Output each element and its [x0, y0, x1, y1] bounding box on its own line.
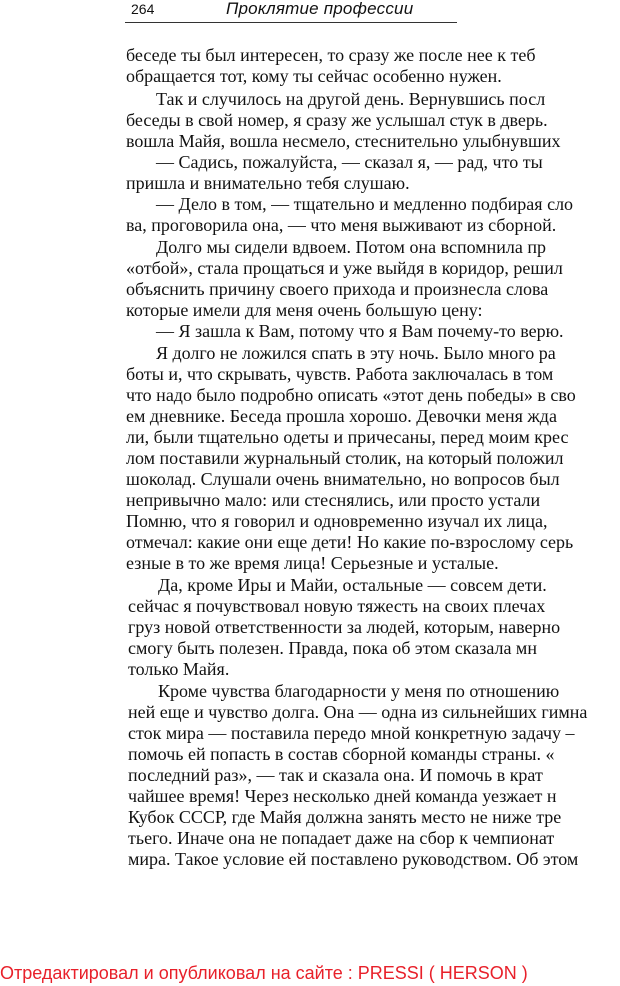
text-line: смогу быть полезен. Правда, пока об этом сказала мн	[128, 638, 537, 658]
text-line: сейчас я почувствовал новую тяжесть на своих плечах	[128, 596, 546, 616]
text-line: что надо было подробно описать «этот день победы» в сво	[126, 385, 576, 405]
text-line: чайшее время! Через несколько дней команда уезжает н	[128, 786, 557, 806]
text-line: езные в то же время лица! Серьезные и усталые.	[126, 553, 499, 573]
text-line: «отбой», стала прощаться и уже выйдя в коридор, решил	[126, 258, 563, 278]
text-line: груз новой ответственности за людей, которым, наверно	[128, 617, 561, 637]
text-line: помочь ей попасть в состав сборной команды страны. «	[128, 744, 555, 764]
text-line: Кубок СССР, где Майя должна занять место не ниже тре	[128, 807, 562, 827]
text-line: вошла Майя, вошла несмело, стеснительно улыбнувших	[126, 131, 561, 151]
text-line: мира. Такое условие ей поставлено руководством. Об этом	[128, 849, 579, 869]
text-line: — Садись, пожалуйста, — сказал я, — рад, что ты	[156, 152, 543, 172]
text-line: ем дневнике. Беседа прошла хорошо. Девочки меня жда	[126, 406, 557, 426]
text-line: шоколад. Слушали очень внимательно, но вопросов был	[126, 469, 560, 489]
text-line: которые имели для меня очень большую цену:	[126, 300, 483, 320]
text-line: только Майя.	[128, 659, 230, 679]
text-line: лом поставили журнальный столик, на который положил	[126, 448, 564, 468]
running-title: Проклятие профессии	[226, 0, 414, 18]
text-line: беседы в свой номер, я сразу же услышал стук в дверь.	[126, 110, 548, 130]
text-line: Так и случилось на другой день. Вернувшись посл	[156, 89, 546, 109]
text-line: Кроме чувства благодарности у меня по отношению	[158, 681, 560, 701]
text-line: отмечал: какие они еще дети! Но какие по-взрослому серь	[126, 532, 574, 552]
text-line: беседе ты был интересен, то сразу же после нее к теб	[126, 45, 536, 65]
text-line: сток мира — поставила передо мной конкретную задачу –	[128, 723, 575, 743]
text-line: — Я зашла к Вам, потому что я Вам почему-то верю.	[156, 321, 564, 341]
text-line: ней еще и чувство долга. Она — одна из сильнейших гимна	[128, 702, 588, 722]
text-line: пришла и внимательно тебя слушаю.	[126, 173, 410, 193]
text-line: объяснить причину своего прихода и произнесла слова	[126, 279, 549, 299]
text-line: последний раз», — так и сказала она. И помочь в крат	[128, 765, 543, 785]
text-line: Помню, что я говорил и одновременно изучал их лица,	[126, 511, 548, 531]
text-line: Да, кроме Иры и Майи, остальные — совсем дети.	[158, 575, 547, 595]
page-number: 264	[131, 1, 155, 17]
text-line: — Дело в том, — тщательно и медленно подбирая сло	[156, 194, 574, 214]
publisher-note: Отредактировал и опубликовал на сайте : PRESSI ( HERSON )	[0, 963, 528, 983]
text-line: обращается тот, кому ты сейчас особенно нужен.	[126, 66, 502, 86]
text-line: Долго мы сидели вдвоем. Потом она вспомнила пр	[156, 237, 547, 257]
text-line: Я долго не ложился спать в эту ночь. Было много ра	[156, 343, 556, 363]
text-line: ва, проговорила она, — что меня выживают из сборной.	[126, 215, 557, 235]
text-line: непривычно мало: или стеснялись, или просто устали	[126, 490, 541, 510]
text-line: боты и, что скрывать, чувств. Работа заключалась в том	[126, 364, 554, 384]
text-line: ли, были тщательно одеты и причесаны, перед моим крес	[126, 427, 569, 447]
text-line: тьего. Иначе она не попадает даже на сбор к чемпионат	[128, 828, 555, 848]
